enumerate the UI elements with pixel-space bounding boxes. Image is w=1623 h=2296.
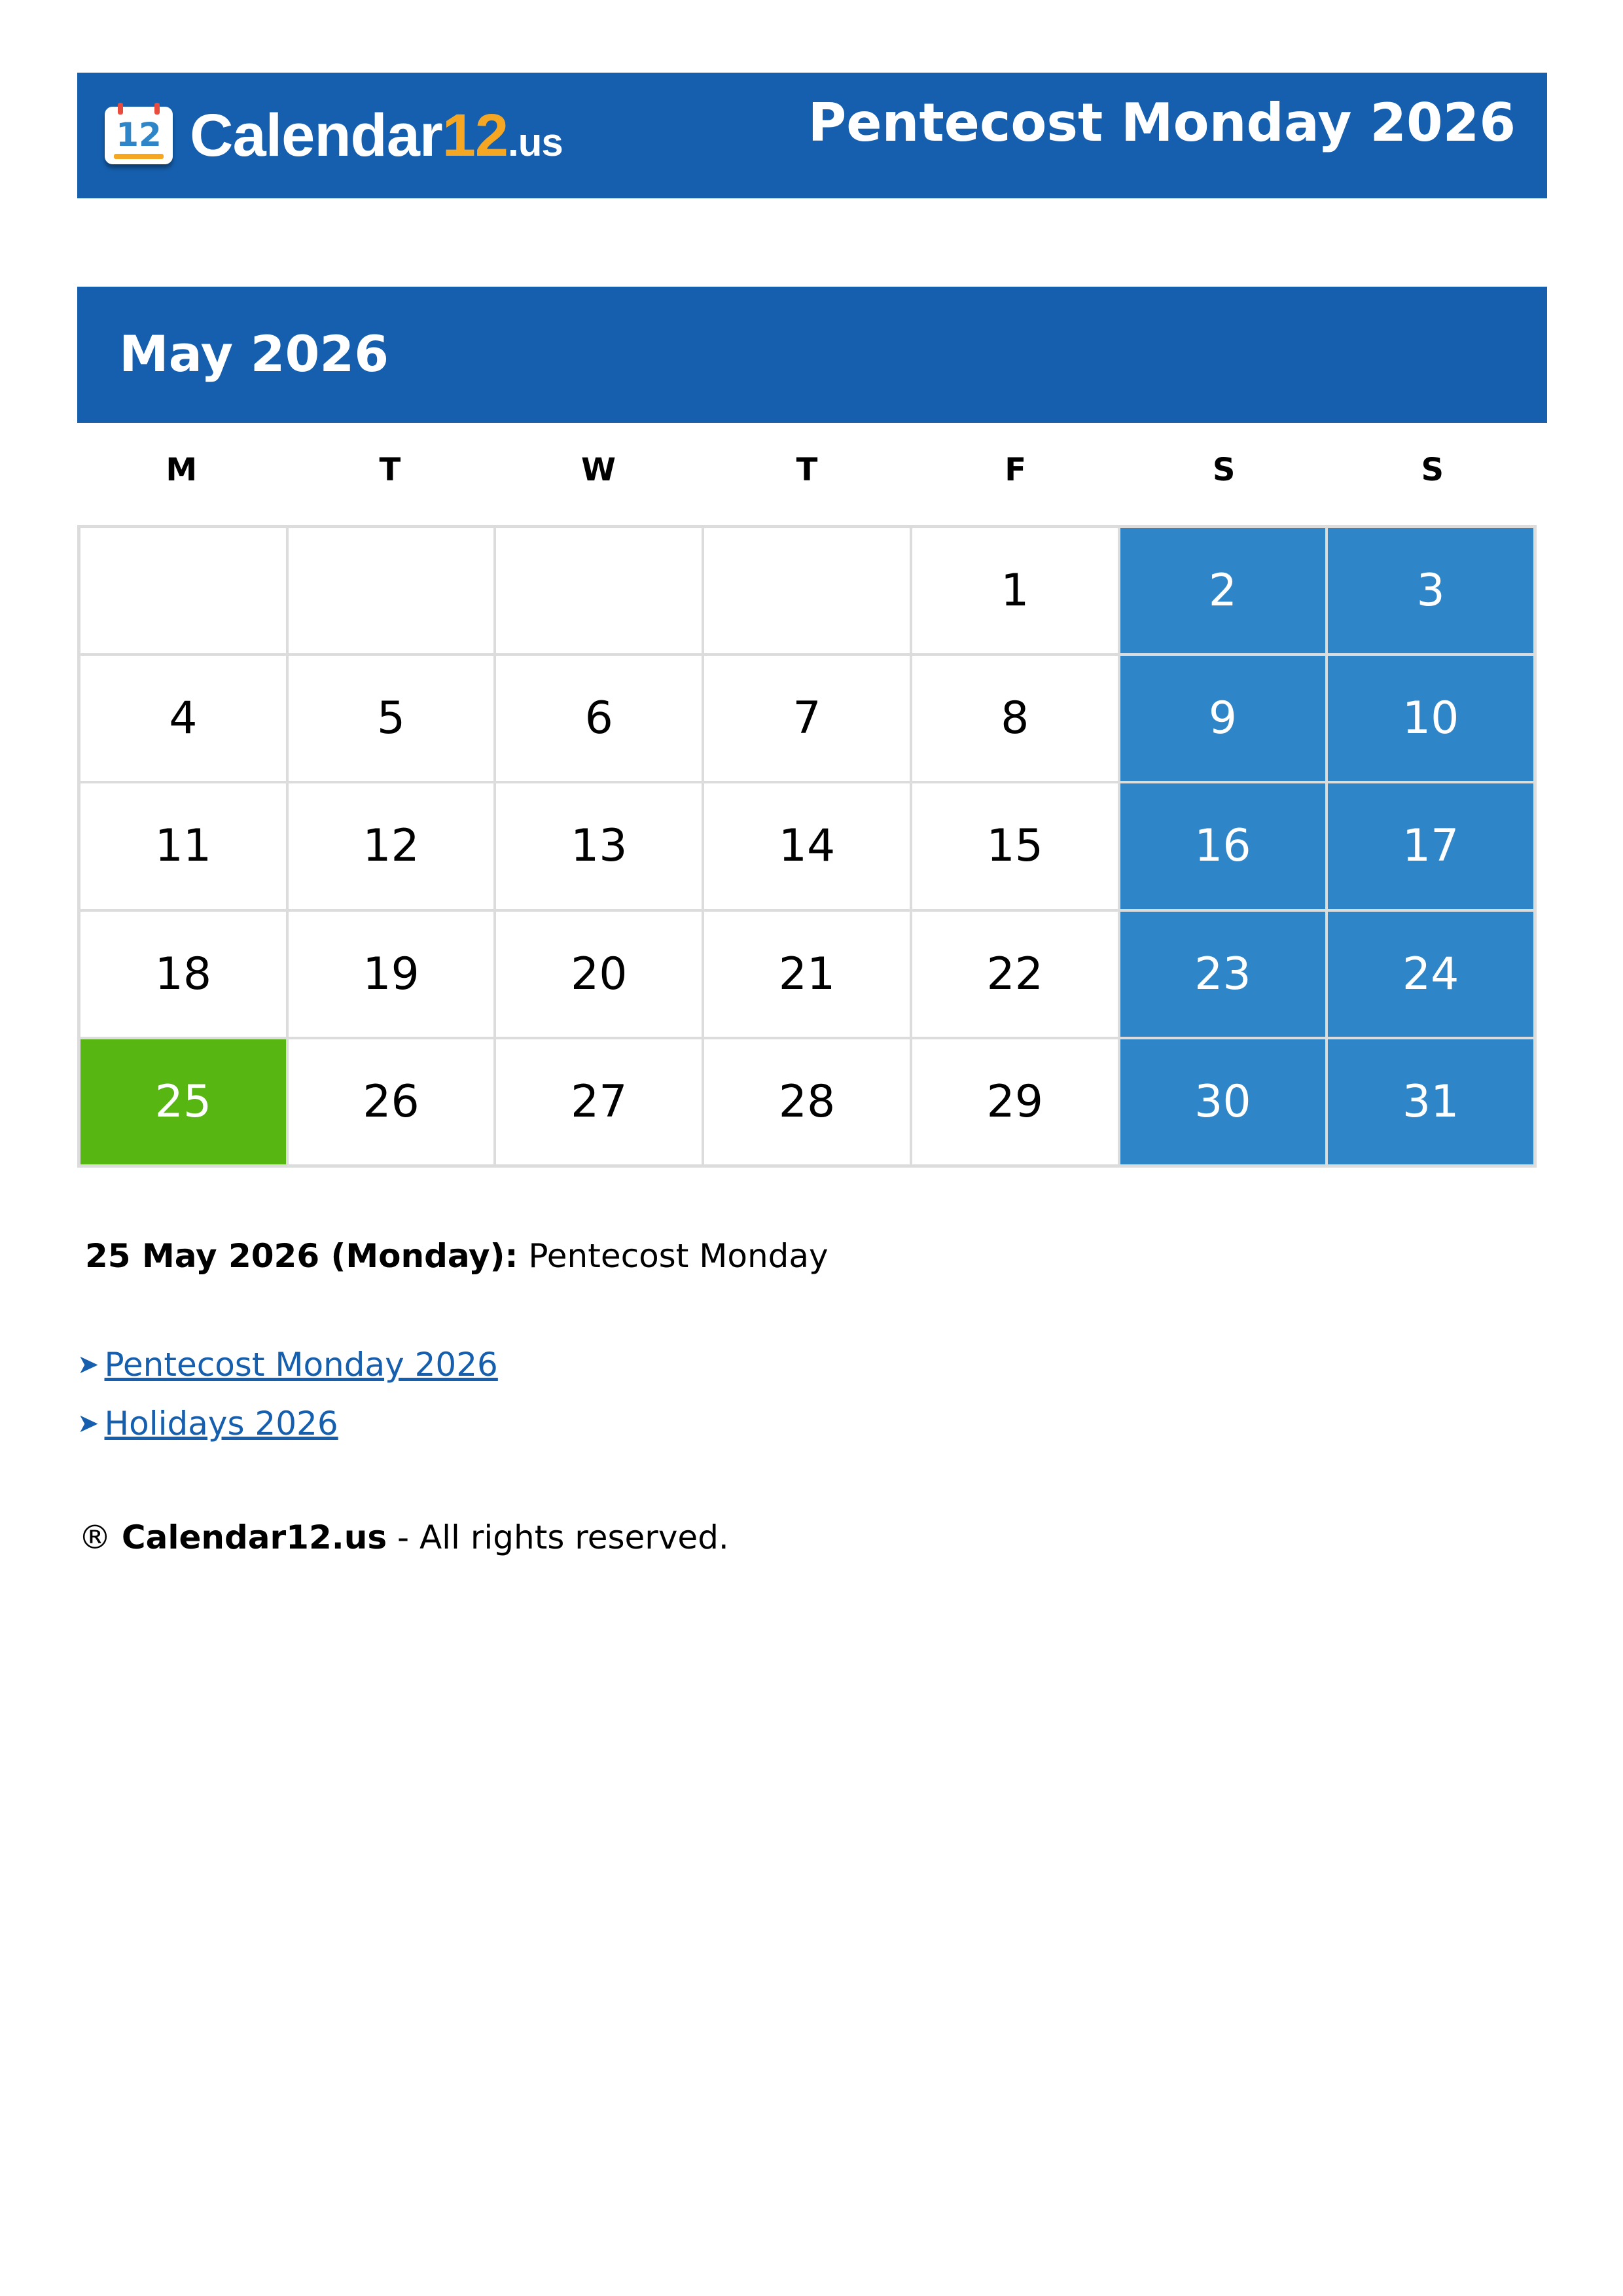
empty-day-cell [495,527,703,655]
footer-text: - All rights reserved. [397,1518,729,1556]
logo-brand-main: Calendar [190,101,442,169]
day-cell: 6 [495,655,703,782]
weekday-label: T [379,452,401,488]
header-bar [77,73,1547,198]
holiday-note [85,1237,829,1275]
day-cell: 18 [79,910,287,1038]
day-cell: 26 [287,1038,495,1166]
footer-brand: Calendar12.us [121,1518,387,1556]
holiday-date-label: 25 May 2026 (Monday): [85,1237,518,1275]
day-cell: 8 [911,655,1119,782]
calendar-ring-icon [118,103,123,115]
day-cell: 16 [1119,782,1327,910]
day-cell: 11 [79,782,287,910]
day-cell: 22 [911,910,1119,1038]
day-cell: 27 [495,1038,703,1166]
logo-brand-tld: .us [508,120,563,164]
calendar-icon [105,107,173,164]
weekday-label: S [1212,452,1236,488]
day-cell: 20 [495,910,703,1038]
arrow-right-icon: ➤ [77,1350,99,1380]
logo-icon-number: 12 [116,116,162,154]
day-cell: 21 [703,910,911,1038]
day-cell: 3 [1327,527,1535,655]
site-logo[interactable] [105,103,563,168]
day-cell: 12 [287,782,495,910]
day-cell: 7 [703,655,911,782]
calendar-ring-icon [154,103,160,115]
link-row [77,1335,498,1394]
day-cell: 4 [79,655,287,782]
weekday-label: S [1421,452,1444,488]
month-title: May 2026 [119,325,389,383]
logo-icon-underline [114,154,164,159]
weekday-label: M [166,452,198,488]
logo-wordmark [190,101,563,170]
weekday-label: T [796,452,818,488]
day-cell: 28 [703,1038,911,1166]
day-cell: 30 [1119,1038,1327,1166]
empty-day-cell [703,527,911,655]
day-cell: 9 [1119,655,1327,782]
arrow-right-icon: ➤ [77,1408,99,1439]
day-cell: 13 [495,782,703,910]
calendar-grid [77,525,1537,1168]
day-cell: 10 [1327,655,1535,782]
day-cell: 1 [911,527,1119,655]
registered-symbol: ® [79,1518,111,1556]
day-cell: 23 [1119,910,1327,1038]
holidays-link[interactable]: Holidays 2026 [104,1405,338,1443]
day-cell: 24 [1327,910,1535,1038]
holiday-name: Pentecost Monday [528,1237,829,1275]
logo-brand-accent: 12 [442,101,508,169]
pentecost-monday-link[interactable]: Pentecost Monday 2026 [104,1346,498,1384]
day-cell: 5 [287,655,495,782]
day-cell: 25 [79,1038,287,1166]
empty-day-cell [79,527,287,655]
day-cell: 31 [1327,1038,1535,1166]
page-title: Pentecost Monday 2026 [808,92,1516,153]
weekday-header-row [77,452,1537,488]
weekday-label: F [1005,452,1026,488]
footer [79,1518,729,1556]
empty-day-cell [287,527,495,655]
day-cell: 2 [1119,527,1327,655]
related-links [77,1335,498,1453]
month-header [77,287,1547,423]
day-cell: 14 [703,782,911,910]
day-cell: 29 [911,1038,1119,1166]
day-cell: 15 [911,782,1119,910]
day-cell: 17 [1327,782,1535,910]
link-row [77,1394,498,1453]
weekday-label: W [580,452,616,488]
day-cell: 19 [287,910,495,1038]
